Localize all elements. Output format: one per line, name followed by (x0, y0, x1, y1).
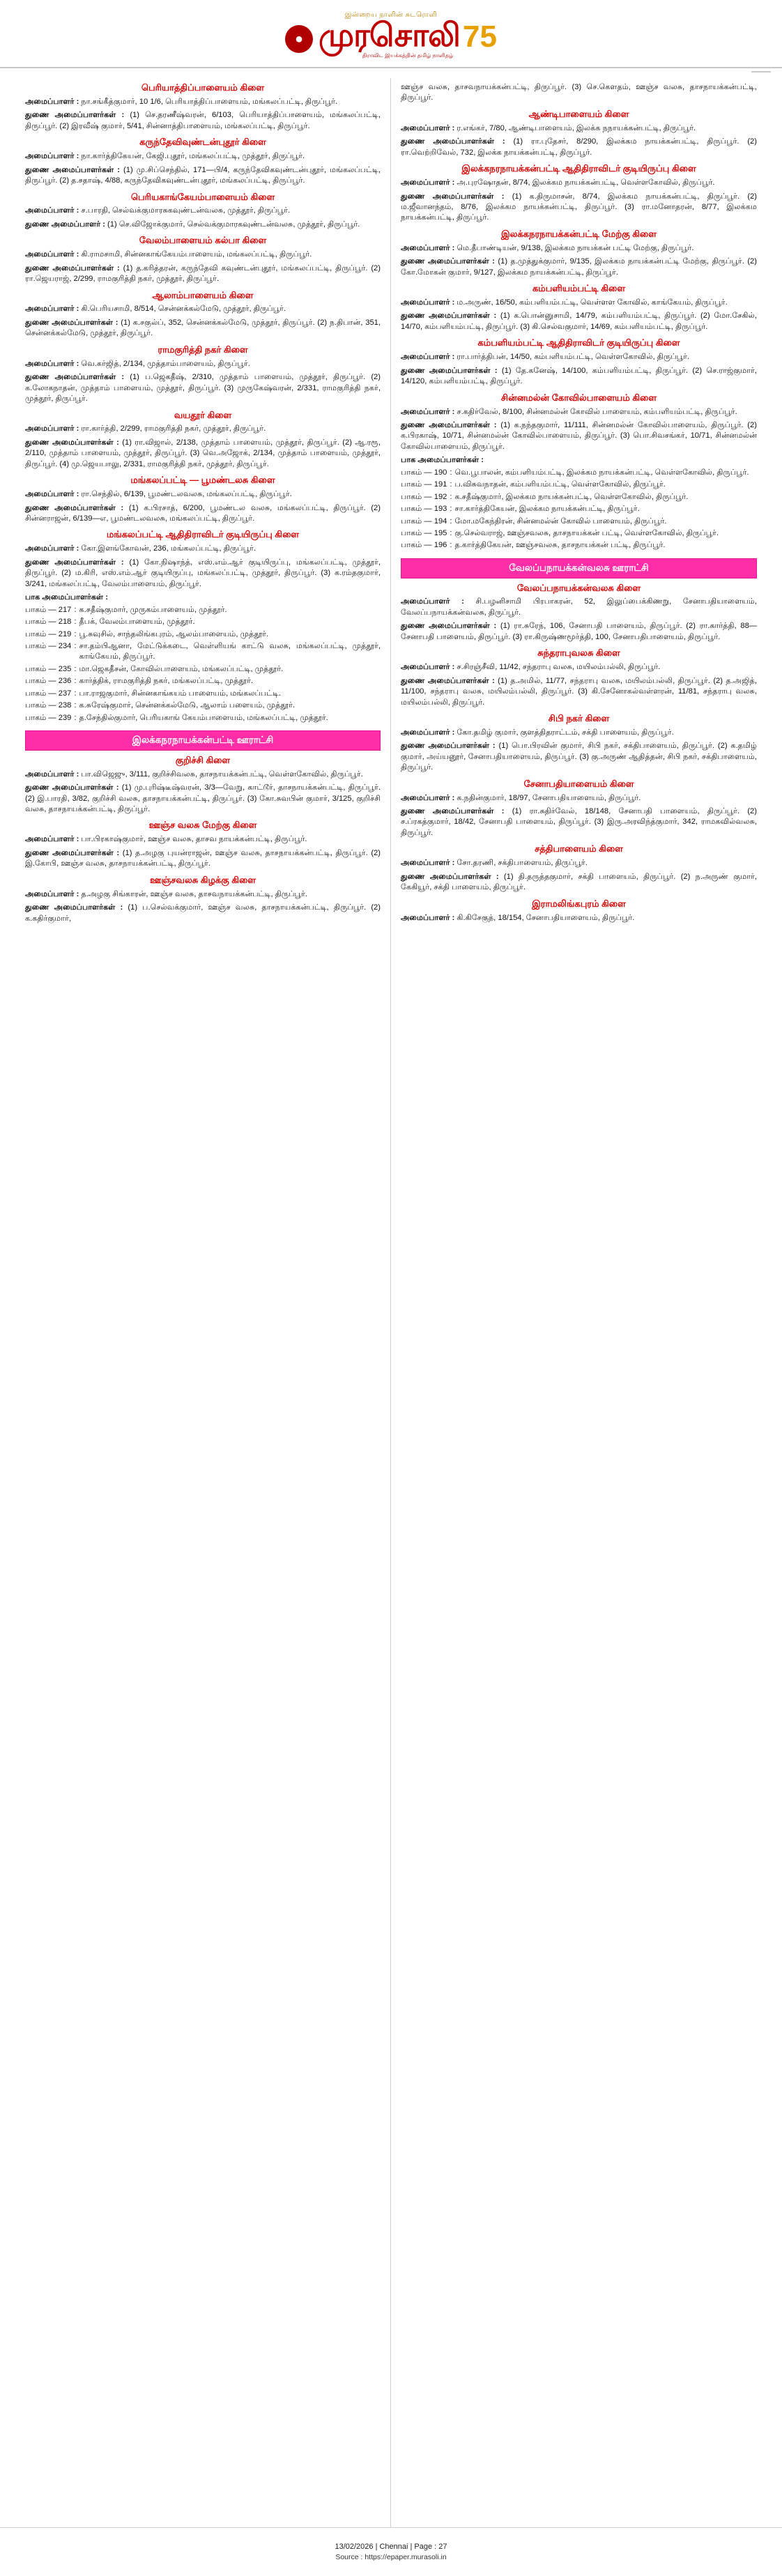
branch-title: சத்திபாளையம் கிளை (535, 843, 623, 854)
pagam-text: சா.கார்த்திகேயன், இலக்கம நாயக்கன்பட்டி, திருப்பூர். (454, 505, 640, 514)
paragraph-text: (1) க.பொன்னுசாமி, 14/79, கம்பளியம்பட்டி, திருப்பூர். (2) மோ.சேகில், 14/70, கம்பளியம்பட்டி, திருப்பூர். (3) கி.செல்வகுமார், 14/69, கம்பளியம்பட்டி, திருப்பூர். (401, 312, 757, 331)
branch-block (401, 898, 757, 923)
pagam-text: தீபக், வேலம்பாளையம், முத்தூர். (79, 618, 195, 627)
paragraph-lead: அமைப்பாளர் : (401, 407, 455, 416)
pagam-label: பாகம் — 237 (25, 689, 72, 698)
footer-source-link[interactable]: https://epaper.murasoli.in (365, 2553, 447, 2561)
branch-block (25, 410, 381, 470)
branch-block (401, 163, 757, 224)
paragraph-text: (1) தே.கனேஷ், 14/100, கம்பளியம்பட்டி, திருப்பூர். (2) செ.ராஜ்குமார், 14/120, கம்பளியம்பட்டி, திருப்பூர். (401, 366, 758, 386)
list-item (25, 689, 381, 699)
branch-paragraph (25, 544, 381, 554)
paragraph-lead: அமைப்பாளர் : (401, 597, 464, 606)
paragraph-text: (1) ரா.விஜால், 2/138, முத்தாம் பாளையம், முத்தூர், திருப்பூர். (2) ஆ.ரரூ, 2/110, முத்தாம் பாளையம், முத்தூர், திருப்பூர். (3) வெ.அஜோக், 2/134, முத்தாம் பாளையம், முத்தூர், திருப்பூர். (4) மு.ஜெயபாலு, 2/331, ராமகுரித்தி நகர், முத்தூர், திருப்பூர். (25, 438, 381, 468)
branch-paragraph (25, 318, 381, 339)
branch-block (401, 229, 757, 278)
masthead-subtitle: திராவிட இயக்கத்தின் தமிழ் நாளிதழ் (362, 52, 454, 59)
branch-paragraph (401, 311, 757, 332)
branch-paragraph (401, 256, 757, 278)
pagam-text: கார்த்திக், ராமகுரித்தி நகர், மங்கலப்பட்டி, முத்தூர். (79, 677, 254, 686)
pagam-label: பாகம் — 196 (401, 541, 447, 550)
paragraph-lead: துணை அமைப்பாளர்கள் : (401, 257, 495, 266)
pagam-separator: : (74, 664, 77, 673)
paragraph-lead: அமைப்பாளர் : (25, 359, 79, 368)
branch-paragraph (401, 741, 757, 773)
branch-paragraph (25, 110, 381, 132)
branch-paragraph (401, 178, 757, 188)
pagam-label: பாகம் — 238 (25, 701, 72, 710)
paragraph-lead: துணை அமைப்பாளர்கள் : (25, 783, 119, 792)
paragraph-text: நா.கார்த்திகேயன், கேஜி.புதூர், மங்கலப்பட்டி, முத்தூர், திருப்பூர். (81, 152, 305, 161)
branch-block (401, 779, 757, 839)
branch-paragraph (401, 806, 757, 838)
paragraph-text: ர.எங்கர், 7/80, ஆண்டிபாளையம், இலக்க நநாயக்கன்பட்டி, திருப்பூர். (457, 123, 696, 132)
paragraph-text: (1) ரா.சுரேந், 106, சேனாபதி பாளையம், திருப்பூர். (2) ரா.கார்த்தி, 88—சேனாபதி பாளையம், திருப்பூர். (3) ரா.கிருஷ்ணமூர்த்தி, 100, சேனாபதிபாளையம், திருப்பூர். (401, 622, 758, 641)
paragraph-text: கி.ராமசாமி, சின்னகாங்கேயம்பாளையம், மங்கலப்பட்டி, திருப்பூர். (81, 250, 312, 259)
branch-paragraph (401, 858, 757, 868)
branch-title: மங்கலப்பட்டி ஆதிதிராவிடர் குடியிருப்பு கிளை (106, 529, 300, 540)
branch-block (25, 755, 381, 815)
paragraph-lead: அமைப்பாளர் : (401, 178, 455, 187)
pagam-separator: : (74, 701, 77, 710)
paragraph-lead: அமைப்பாளர் : (25, 769, 79, 779)
paragraph-text: (1) ரா.சுதிர்வேல், 18/148, சேனாபதி பாளையம், திருப்பூர். (2) ச.ப்ரகத்குமார், 18/42, சேனாபதி பாளையம், திருப்பூர். (3) இரு.அரவிந்த்குமார், 342, ராமகவில்வலசு, திருப்பூர். (401, 807, 758, 837)
branch-paragraph (25, 206, 381, 216)
branch-block (401, 843, 757, 893)
paragraph-text: ரா.செந்தில், 6/139, பூமண்டலவலசு, மங்கலப்பட்டி, திருப்பூர். (81, 490, 292, 499)
branch-title: ஊஞ்ச வலசு மேற்கு கிளை (148, 820, 257, 831)
paragraph-lead: அமைப்பாளர் : (25, 424, 79, 434)
branch-paragraph (401, 192, 757, 224)
branch-paragraph (401, 82, 757, 104)
pagam-text: க.சதீஷ்குமார், இலக்கம நாயக்கன்பட்டி, வெள்ளகோவில், திருப்பூர். (454, 492, 689, 501)
pagam-text: மா.ஜெகதீசன், கோவில்பாளையம், மங்கலப்பட்டி, முத்தூர். (79, 664, 284, 673)
branch-title: பெரியாத்திப்பாளையம் கிளை (141, 82, 265, 93)
pagam-separator: : (450, 541, 452, 550)
masthead-divider (0, 67, 782, 68)
branch-paragraph (401, 298, 757, 308)
pagam-separator: : (450, 516, 452, 526)
list-item (401, 516, 757, 527)
bull-logo-icon: ● (285, 25, 313, 53)
footer-source (335, 2553, 446, 2561)
paragraph-text: ச.சிரஞ்சீவி, 11/42, சந்தராபு வலசு, மயிலம்பல்லி, திருப்பூர். (457, 663, 661, 672)
pagam-separator: : (450, 492, 452, 501)
list-item (25, 641, 381, 663)
paragraph-lead: துணை அமைப்பாளர்கள் : (25, 373, 125, 382)
paragraph-lead: அமைப்பாளர் : (401, 859, 455, 868)
branch-title: இலக்கநரநாயக்கன்பட்டி ஆதிதிராவிடர் குடியிருப்பு கிளை (461, 163, 696, 174)
paragraph-lead: துணை அமைப்பாளர்கள் : (25, 848, 120, 857)
paragraph-text: வெ.கர்ஜித், 2/134, முத்தாம்பாளையம், திருப்பூர். (81, 359, 250, 368)
branch-block (25, 137, 381, 186)
branch-title: இராமலிங்கபுரம் கிளை (532, 898, 626, 909)
pagam-text: த.கார்த்திகேயன், ஊஞ்சவலசு, தாசநாயக்கன் பட்டி, திருப்பூர். (454, 541, 666, 550)
branch-paragraph (25, 848, 381, 870)
list-item (401, 528, 757, 539)
branch-title: குறிச்சி கிளை (175, 754, 231, 765)
branch-paragraph (25, 263, 381, 285)
pagam-heading: பாக அமைப்பாளர்கள் : (401, 456, 484, 465)
pagam-separator: : (450, 468, 452, 477)
masthead-anniversary: 75 (463, 20, 497, 54)
pagam-label: பாகம் — 193 (401, 505, 447, 514)
paragraph-text: (1) க.நந்தகுமார், 11/111, சின்னமல்ன் கோவில்பாளையம், திருப்பூர். (2) க.பிரகாஷ், 10/71, சின்னமல்ன் கோவில்பாளையம், திருப்பூர். (3) பொ.சிவசங்கர், 10/71, சின்னமல்ன் கோவில்பாளையம், திருப்பூர். (401, 420, 757, 451)
branch-title: ஆண்டிபாளையம் கிளை (528, 108, 629, 119)
paragraph-lead: துணை அமைப்பாளர்கள் : (401, 742, 496, 751)
branch-title: ராமகுரித்தி நகர் கிளை (158, 344, 248, 355)
list-item (401, 468, 757, 478)
paragraph-lead: அமைப்பாளர் : (25, 152, 79, 161)
paragraph-lead: துணை அமைப்பாளர்கள் : (401, 872, 499, 881)
pagam-label: பாகம் — 234 (25, 641, 72, 650)
paragraph-text: கோ.தமிழ் குமார், குளத்திதராட்டம், சக்தி பாளையம், திருப்பூர். (457, 728, 674, 737)
branch-paragraph (25, 97, 381, 107)
branch-paragraph (401, 243, 757, 254)
paragraph-text: க.நதின்குமார், 18/97, சேனாபதியாளையம், திருப்பூர். (457, 793, 641, 802)
branch-paragraph (401, 123, 757, 134)
pagam-label: பாகம் — 218 (25, 618, 72, 627)
branch-block (25, 82, 381, 132)
paragraph-text: கி.கிசேகுத், 18/154, சேனாபதியாளையம், திருப்பூர். (457, 913, 635, 922)
branch-paragraph (25, 250, 381, 260)
branch-block (401, 337, 757, 387)
list-item (25, 629, 381, 640)
paragraph-lead: அமைப்பாளர் : (401, 298, 455, 307)
paragraph-text: ரா.பார்த்திபன், 14/50, கம்பளியம்பட்டி, வெள்ளகோவில், திருப்பூர். (457, 353, 690, 362)
paragraph-lead: துணை அமைப்பாளர்கள் : (25, 165, 121, 174)
branch-title: ஊஞ்சவலசு கிழக்கு கிளை (149, 874, 256, 885)
branch-paragraph (401, 137, 757, 158)
pagam-separator: : (74, 713, 77, 722)
paragraph-lead: அமைப்பாளர் : (401, 793, 455, 802)
branch-paragraph (25, 903, 381, 924)
pagam-label: பாகம் — 191 (401, 480, 447, 489)
paragraph-lead: துணை அமைப்பாளர்கள் : (401, 312, 497, 321)
paragraph-text: ஊஞ்ச வலசு, தாசவநாயக்கன்பட்டி, திருப்பூர். (3) செ.கௌதம், ஊஞ்ச வலசு, தாசநாயக்கன்பட்டி, திருப்பூர். (401, 83, 757, 102)
branch-paragraph (25, 834, 381, 845)
paragraph-text: (1) த.முத்துக்குமார், 9/135, இலக்கம நாயக்கன்பட்டி மேற்கு, திருப்பூர். (2) கோ.மோகன் குமார், 9/127, இலக்கம நாயக்கன்பட்டி, திருப்பூர். (401, 257, 757, 277)
masthead-tagline: இன்றைய நாளின் சுடரொளி (344, 11, 438, 19)
branch-paragraph (401, 366, 757, 388)
pagam-separator: : (74, 677, 77, 686)
branch-paragraph (25, 769, 381, 780)
branch-block (25, 529, 381, 723)
paragraph-lead: அமைப்பாளர் : (25, 835, 79, 844)
paragraph-text: பா.பிரகாஷ்குமார், ஊஞ்ச வலசு, தாசவ நாயக்கன்பட்டி, திருப்பூர். (81, 835, 307, 844)
branch-paragraph (25, 220, 381, 230)
pagam-text: பா.ராஜகுமார், சின்னகாங்கயம் பாளையம், மங்கலப்பட்டி. (79, 689, 282, 698)
pagam-separator: : (74, 605, 77, 614)
branch-paragraph (401, 621, 757, 643)
paragraph-lead: துணை அமைப்பாளர்கள் : (401, 137, 505, 146)
branch-paragraph (401, 793, 757, 804)
branch-paragraph (25, 503, 381, 525)
branch-paragraph (25, 165, 381, 187)
paragraph-lead: துணை அமைப்பாளர்கள் : (401, 676, 495, 685)
branch-block (25, 192, 381, 231)
paragraph-lead: துணை அமைப்பாளர்கள் : (25, 903, 123, 912)
paragraph-text: (1) பொ.பிரவின் குமார், சிபி நகர், சக்திபாளையம், திருப்பூர். (2) க.தமிழ் குமார், அய்யனூர், சேனாபதியாளையம், திருப்பூர். (3) கு.அருண் ஆதித்தன், சிபி நகர், சக்திபாளையம், திருப்பூர். (401, 742, 758, 772)
pagam-list (401, 468, 757, 551)
list-item (401, 540, 757, 551)
paragraph-lead: அமைப்பாளர் : (25, 490, 79, 499)
branch-paragraph (25, 304, 381, 314)
list-item (401, 480, 757, 490)
pagam-label: பாகம் — 194 (401, 516, 447, 526)
footer-date-location: 13/02/2026 | Chennai | Page : 27 (335, 2543, 447, 2551)
paragraph-lead: துணை அமைப்பாளர்கள் : (401, 622, 497, 631)
paragraph-text: (1) ப.செல்வக்குமார், ஊஞ்ச வலசு, தாசநாயக்கன்பட்டி, திருப்பூர். (2) க.கதிர்குமார், (25, 903, 381, 923)
paragraph-text: த.அழகு சிங்காரன், ஊஞ்ச வலசு, தாசவநாயக்கன்பட்டி, திருப்பூர். (81, 889, 307, 898)
pagam-heading: பாக அமைப்பாளர்கள் : (25, 593, 108, 602)
paragraph-text: (1) க.சகுல்ப், 352, சென்னக்கல்மேடு, முத்தூர், திருப்பூர். (2) ந.திபான், 351, சென்னக்கல்மேடு, முத்தூர், திருப்பூர். (25, 318, 381, 338)
pagam-text: பூ.சுவுசில், சாந்தலிங்கபுரம், ஆலம்பாளையம், முத்தூர். (79, 629, 269, 638)
branch-paragraph (401, 352, 757, 362)
paragraph-text: (1) க.பிரசாத், 6/200, பூமண்டல வலசு, மங்கலப்பட்டி, திருப்பூர். (2) சின்னராஜன், 6/139—எ, பூமண்டலவலசு, மங்கலப்பட்டி, திருப்பூர். (25, 503, 381, 523)
paragraph-lead: துணை அமைப்பாளர்கள் : (25, 111, 125, 120)
pagam-text: க.சதீஷ்குமார், முருகம்பாளையம், முத்தூர். (79, 605, 227, 614)
paragraph-lead: அமைப்பாளர் : (401, 913, 455, 922)
paragraph-text: பா.விஜெஜு, 3/111, குறிச்சிவலசு, தாசநாயக்கன்பட்டி, வெள்ளகோவில், திருப்பூர். (81, 769, 363, 779)
paragraph-lead: துணை அமைப்பாளர்கள் : (25, 438, 119, 447)
pagam-label: பாகம் — 235 (25, 664, 72, 673)
list-item (25, 713, 381, 723)
footer-source-label: Source : (335, 2553, 363, 2561)
pagam-label: பாகம் — 190 (401, 468, 447, 477)
branch-paragraph (25, 489, 381, 500)
branch-title: கம்பளியம்பட்டி ஆதிதிராவிடர் குடியிருப்பு கிளை (477, 337, 680, 348)
list-item (25, 617, 381, 627)
paragraph-text: (1) த.கரித்தரன், கருந்தேவி கவுண்டன்புதூர், மங்கலப்பட்டி, திருப்பூர். (2) ரா.ஜெயராஜ், 2/299, ராமகுரித்தி நகர், முத்தூர், திருப்பூர். (25, 263, 381, 284)
paragraph-text: (1) ரா.புதேசர், 8/290, இலக்கம நாயக்கன்பட்டி, திருப்பூர். (2) ரா.வெற்றிவேல், 732, இலக்க நாயக்கன்பட்டி, திருப்பூர். (401, 137, 758, 157)
pagam-label: பாகம் — 236 (25, 677, 72, 686)
paragraph-text: ச.பாரதி, செல்வக்குமாரசுகவுண்டன்வலசு, முத்தூர், திருப்பூர். (81, 206, 291, 215)
branch-paragraph (25, 783, 381, 815)
paragraph-lead: துணை அமைப்பாளர்கள் : (25, 558, 124, 567)
branch-title: இலக்கநரநாயக்கன்பட்டி மேற்கு கிளை (501, 228, 657, 239)
pagam-text: த.சேந்தில்குமார், பெரியகாங் கேயம்பாளையம், மங்கலப்பட்டி, முத்தூர். (79, 713, 328, 722)
branch-paragraph (25, 359, 381, 369)
paragraph-text: (1) செ.தரணீஷ்வரன், 6/103, பெரியாத்திப்பாளையம், மங்கலப்பட்டி, திருப்பூர். (2) இரவீஷ் குமார், 5/41, சின்னாத்திபாளையம், மங்கலப்பட்டி, திருப்பூர். (25, 111, 381, 130)
pagam-separator: : (74, 641, 77, 650)
branch-paragraph (401, 872, 757, 894)
paragraph-lead: அமைப்பாளர் : (25, 206, 79, 215)
paragraph-text: (1) க.திருமாசன், 8/74, இலக்கம நாயக்கன்பட்டி, திருப்பூர். (2) ம.ஜீவானந்தம், 8/76, இலக்கம நாயக்கன்பட்டி, திருப்பூர். (3) ரா.மனோதரன், 8/77, இலக்கம நாயக்கன்பட்டி, திருப்பூர். (401, 192, 757, 222)
branch-title: சுந்தராபுவலசு கிளை (537, 647, 620, 659)
list-item (25, 700, 381, 711)
paragraph-lead: அமைப்பாளர் : (401, 123, 455, 132)
branch-block (401, 109, 757, 158)
pagam-separator: : (74, 629, 77, 638)
branch-paragraph (401, 420, 757, 452)
branch-paragraph (401, 676, 757, 708)
paragraph-text: கோ.இளங்கோவன், 236, மங்கலப்பட்டி, திருப்பூர். (81, 544, 256, 553)
branch-title: வயதூர் கிளை (174, 409, 232, 420)
branch-title: சிபி நகர் கிளை (548, 712, 610, 723)
branch-title: கம்பளியம்பட்டி கிளை (532, 283, 626, 294)
branch-paragraph (25, 424, 381, 434)
branch-block (25, 235, 381, 284)
branch-title: வேலம்பாளையம் கல்பா கிளை (139, 235, 267, 246)
branch-paragraph (25, 372, 381, 404)
paragraph-lead: அமைப்பாளர் : (401, 663, 455, 672)
paragraph-text: சி.பழனிசாமி பிரபாகரன், 52, இலுப்பைக்கிணறு, சேனாபதியாளையம், வேலப்பநாயக்கன்வலசு, திருப்பூர். (401, 597, 757, 617)
paragraph-text: மெ.தீபாண்டியன், 9/138, இலக்கம நாயக்கன் பட்டி மேற்கு, திருப்பூர். (457, 243, 694, 252)
branch-title: சேனாபதியாளையம் கிளை (523, 778, 634, 789)
paragraph-text: (1) த.அமில், 11/77, சந்தராபு வலசு, மயிலம்பல்லி, திருப்பூர். (2) த.அஜித், 11/100, சந்தராபு வலசு, மயிலம்பல்லி, திருப்பூர். (3) கி.சேனோகல்வள்ளரன், 11/81, சந்தராபு வலசு, மயிலம்பல்லி, திருப்பூர். (401, 676, 757, 707)
branch-title: வேலப்பநாயக்கன்வலசு கிளை (516, 582, 641, 593)
list-item (401, 492, 757, 503)
paragraph-lead: அமைப்பாளர் : (401, 243, 455, 252)
paragraph-text: ச.கதிர்வேல், 8/100, சின்னமல்ன் கோவில் பாளையம், கம்பளியம்பட்டி, திருப்பூர். (457, 407, 737, 416)
branch-paragraph (25, 889, 381, 900)
paragraph-lead: அமைப்பாளர் : (401, 728, 455, 737)
branch-block (401, 392, 757, 551)
paragraph-lead: துணை அமைப்பாளர்கள் : (25, 318, 118, 327)
paragraph-lead: துணை அமைப்பாளர் : (25, 220, 105, 229)
paragraph-text: நா.சங்கீத்குமார், 10 1/6, பெரியாத்திப்பாளையம், மங்கலப்பட்டி, திருப்பூர். (81, 97, 338, 106)
branch-block (25, 820, 381, 869)
paragraph-lead: துணை அமைப்பாளர்கள் : (401, 420, 497, 429)
masthead-divider-short (751, 71, 771, 72)
branch-paragraph (401, 597, 757, 618)
pagam-text: சா.தம்பிஆனா, மேட்டுக்கடை, வெள்ளியங் காட்டு வலசு, மங்கலப்பட்டி, முத்தூர், காங்கேயம், திருப்பூர். (79, 641, 381, 661)
pagam-list (25, 605, 381, 724)
branch-block (25, 875, 381, 924)
pagam-text: கு.செல்வராஜ், ஊஞ்சவலசு, தாசநாயக்கன் பட்டி, வெள்ளகோவில், திருப்பூர். (454, 529, 719, 538)
branch-title: பெரியகாங்கேயம்பாளையம் கிளை (130, 191, 275, 202)
paragraph-lead: அமைப்பாளர் : (25, 889, 79, 898)
paragraph-lead: துணை அமைப்பாளர்கள் : (25, 263, 120, 273)
paragraph-lead: அமைப்பாளர் : (401, 353, 455, 362)
paragraph-text: அ.புரஷோதன், 8/74, இலக்கம நாயக்கன்பட்டி, வெள்ளகோவில், திருப்பூர். (457, 178, 715, 187)
pagam-text: மோ.மகேந்திரன், சின்னமல்ன் கோவில் பாளையம், திருப்பூர். (454, 516, 667, 526)
paragraph-lead: துணை அமைப்பாளர்கள் : (25, 503, 124, 512)
branch-title: சின்னமல்ன் கோவில்பாளையம் கிளை (500, 392, 657, 403)
pagam-separator: : (450, 505, 452, 514)
paragraph-text: (1) தி.தருத்தகுமார், சக்தி பாளையம், திருப்பூர். (2) ந.அருண் குமார், கேகியூர், சக்தி பாளையம், திருப்பூர். (401, 872, 757, 892)
branch-paragraph (25, 558, 381, 590)
branch-block (401, 713, 757, 774)
branch-block (25, 290, 381, 339)
paragraph-lead: துணை அமைப்பாளர்கள் : (401, 366, 498, 375)
pagam-separator: : (450, 480, 452, 489)
paragraph-text: சோ.தரணி, சக்திபாளையம், திருப்பூர். (457, 859, 588, 868)
paragraph-text: (1) கோ.நிஷாந்த், எஸ்.எம்.ஆர் குடியிருப்பு, மங்கலப்பட்டி, முத்தூர், திருப்பூர். (2) ம.கிரி, எஸ்.எம்.ஆர் குடியிருப்பு, மங்கலப்பட்டி, முத்தூர், திருப்பூர். (3) க.ரம்தகுமார், 3/241, மங்கலப்பட்டி, வேலம்பாளையம், திருப்பூர். (25, 558, 381, 588)
branch-block (401, 647, 757, 708)
branch-paragraph (401, 913, 757, 923)
column-left (15, 78, 391, 2527)
branch-paragraph (25, 151, 381, 162)
paragraph-text: (1) செ.விஜோக்குமார், செல்வக்குமாரகவுண்டன்வலசு, முத்தூர், திருப்பூர். (107, 220, 360, 229)
panchayat-heading: இலக்கநரநாயக்கன்பட்டி ஊராட்சி (25, 730, 381, 751)
branch-block (401, 82, 757, 104)
paragraph-text: (1) மு.சிப்செந்தில், 171—பி/4, கருந்தேவிகவுண்டன்புதூர், மங்கலப்பட்டி, திருப்பூர். (2) த.சதாஷ், 4/88, கருந்தேவிகவுண்டன்புதூர், மங்கலப்பட்டி, திருப்பூர். (25, 165, 381, 185)
paragraph-lead: அமைப்பாளர் : (25, 250, 79, 259)
article-columns (15, 78, 767, 2527)
paragraph-lead: அமைப்பாளர் : (25, 305, 79, 314)
list-item (25, 664, 381, 675)
pagam-separator: : (450, 529, 452, 538)
paragraph-lead: அமைப்பாளர் : (25, 97, 79, 106)
column-right (391, 78, 767, 2527)
paragraph-lead: அமைப்பாளர் : (25, 544, 79, 553)
pagam-label: பாகம் — 219 (25, 629, 72, 638)
branch-block (25, 344, 381, 405)
branch-block (401, 583, 757, 643)
paragraph-text: (1) மு.புரிஷ்டீஷ்வரன், 3/3—வேறு, காட்டூர், தாசநாயக்கன்பட்டி, திருப்பூர். (2) இ.பாரதி, 3/82, குறிச்சி வலசு, தாசநாயக்கன்பட்டி, திருப்பூர். (3) கோ.சுவபின் குமார், 3/125, குறிச்சி வலசு, தாசநாயக்கன்பட்டி, திருப்பூர். (25, 783, 381, 814)
paragraph-text: ரா.கார்த்தி, 2/299, ராமகுரித்தி நகர், முத்தூர், திருப்பூர். (81, 424, 266, 434)
paragraph-text: (1) த.அழகு புயன்ராஜன், ஊஞ்ச வலசு, தாசநாயக்கன்பட்டி, திருப்பூர். (2) இ.கோபி, ஊஞ்ச வலசு, தாசநாயக்கன்பட்டி, திருப்பூர். (25, 848, 381, 868)
paragraph-lead: துணை அமைப்பாளர்கள் : (401, 192, 505, 201)
pagam-label: பாகம் — 239 (25, 713, 72, 722)
pagam-label: பாகம் — 195 (401, 529, 447, 538)
pagam-text: வெ.பூபாலன், கம்பளியம்பட்டி, இலக்கம நாயக்கன்பட்டி, வெள்ளகோவில், திருப்பூர். (454, 468, 749, 477)
masthead (0, 0, 782, 78)
panchayat-heading: வேலப்பநாயக்கன்வலசு ஊராட்சி (401, 558, 757, 578)
paragraph-lead: துணை அமைப்பாளர்கள் : (401, 807, 505, 816)
branch-title: கருந்தேவிவுண்டன்புதூர் கிளை (139, 137, 266, 148)
paragraph-text: கி.பெரியசாமி, 8/514, சென்னக்கல்மேடு, முத்தூர், திருப்பூர். (81, 305, 286, 314)
pagam-separator: : (74, 689, 77, 698)
pagam-text: க.சுரேஷ்குமார், சென்னக்கல்மேடு, ஆலாம் பளையம், முத்தூர். (79, 701, 296, 710)
paragraph-text: (1) ப.ஜெகதீஷ், 2/310, முத்தாம் பாளையம், முத்தூர், திருப்பூர். (2) க.லோகநாதன், முத்தாம் பாளையம், முத்தூர், திருப்பூர். (3) முருகேஷ்வரன், 2/331, ராமகுரித்தி நகர், முத்தூர், திருப்பூர். (25, 373, 381, 404)
branch-paragraph (401, 728, 757, 738)
list-item (25, 676, 381, 687)
branch-title: ஆலாம்பாளையம் கிளை (152, 289, 254, 300)
pagam-text: ப.விசுவநாதன், கம்பளியம்பட்டி, வெள்ளகோவில், திருப்பூர். (454, 480, 666, 489)
branch-paragraph (401, 662, 757, 673)
branch-paragraph (25, 438, 381, 470)
pagam-label: பாகம் — 192 (401, 492, 447, 501)
paragraph-text: ம.அருண், 16/50, கம்பளியம்பட்டி, வெள்ளள கோவில், காங்கேயம், திருப்பூர். (457, 298, 728, 307)
branch-block (25, 475, 381, 524)
branch-title: மங்கலப்பட்டி — பூமண்டலசு கிளை (130, 475, 275, 486)
branch-block (401, 283, 757, 332)
branch-paragraph (401, 407, 757, 417)
masthead-title: முரசொலி (319, 17, 461, 53)
pagam-separator: : (74, 618, 77, 627)
list-item (25, 605, 381, 615)
page-footer (0, 2527, 782, 2576)
list-item (401, 504, 757, 514)
pagam-label: பாகம் — 217 (25, 605, 72, 614)
